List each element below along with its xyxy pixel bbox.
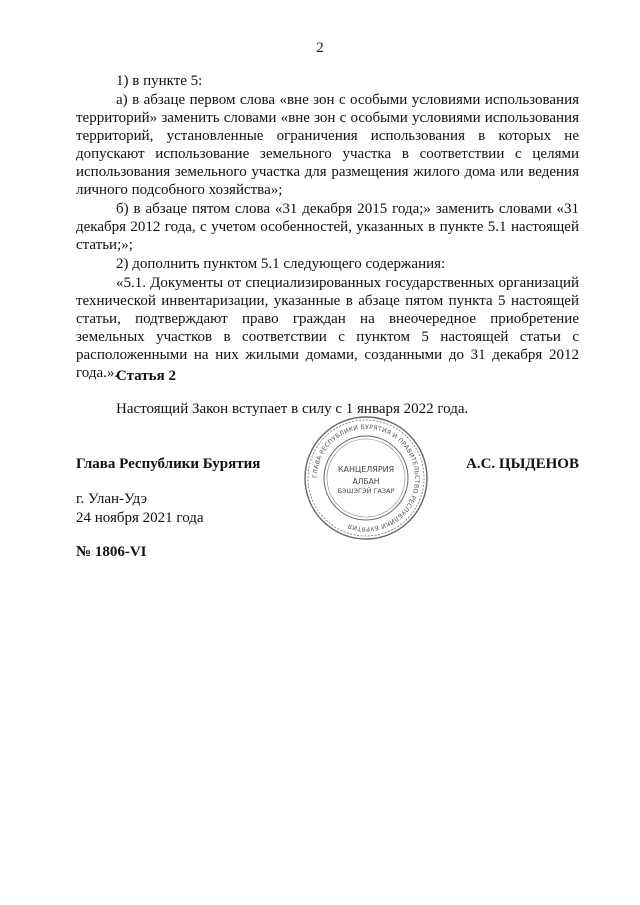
paragraph-4: 2) дополнить пунктом 5.1 следующего содержания:: [116, 256, 446, 272]
seal-center-line1: КАНЦЕЛЯРИЯ: [337, 465, 395, 474]
document-number: № 1806-VI: [76, 544, 147, 560]
seal-center-line3: БЭШЭГЭЙ ГАЗАР: [337, 487, 395, 495]
official-seal-icon: [302, 414, 430, 542]
place-and-date: [76, 490, 204, 528]
paragraph-1: 1) в пункте 5:: [116, 73, 203, 89]
seal-center-line2: АЛБАН: [352, 477, 380, 486]
date: 24 ноября 2021 года: [76, 510, 204, 526]
seal-ring-text: ГЛАВА РЕСПУБЛИКИ БУРЯТИЯ И ПРАВИТЕЛЬСТВО РЕСПУБЛИКИ БУРЯТИЯ: [311, 423, 421, 533]
city: г. Улан-Удэ: [76, 491, 148, 507]
paragraph-3: б) в абзаце пятом слова «31 декабря 2015 года;» заменить словами «31 декабря 2012 года, с учетом особенностей, указанных в пункте 5.1 настоящей статьи;»;: [76, 201, 579, 253]
signatory-title: Глава Республики Бурятия: [76, 456, 261, 472]
amendment-text: [76, 72, 579, 383]
paragraph-5: «5.1. Документы от специализированных государственных организаций технической инвентаризации, указанные в абзаце пятом пункта 5 настоящей статьи, подтверждают право граждан на внеочередное приобретение земельных участков в соответствии с пунктом 5 настоящей статьи с расположенными на них жилыми домами, созданными до 31 декабря 2012 года.».: [76, 275, 579, 381]
paragraph-2: а) в абзаце первом слова «вне зон с особыми условиями использования территорий» заменить словами «вне зон с особыми условиями использования территорий, установленные ограничения использования в которых не допускают использование земельного участка в соответствии с целями использования земельного участка для размещения жилого дома или ведения личного подсобного хозяйства»;: [76, 92, 579, 198]
article-title: Статья 2: [116, 368, 176, 384]
page-number: 2: [316, 40, 324, 56]
signatory-name: А.С. ЦЫДЕНОВ: [466, 456, 579, 472]
effect-text: Настоящий Закон вступает в силу с 1 января 2022 года.: [116, 401, 469, 417]
